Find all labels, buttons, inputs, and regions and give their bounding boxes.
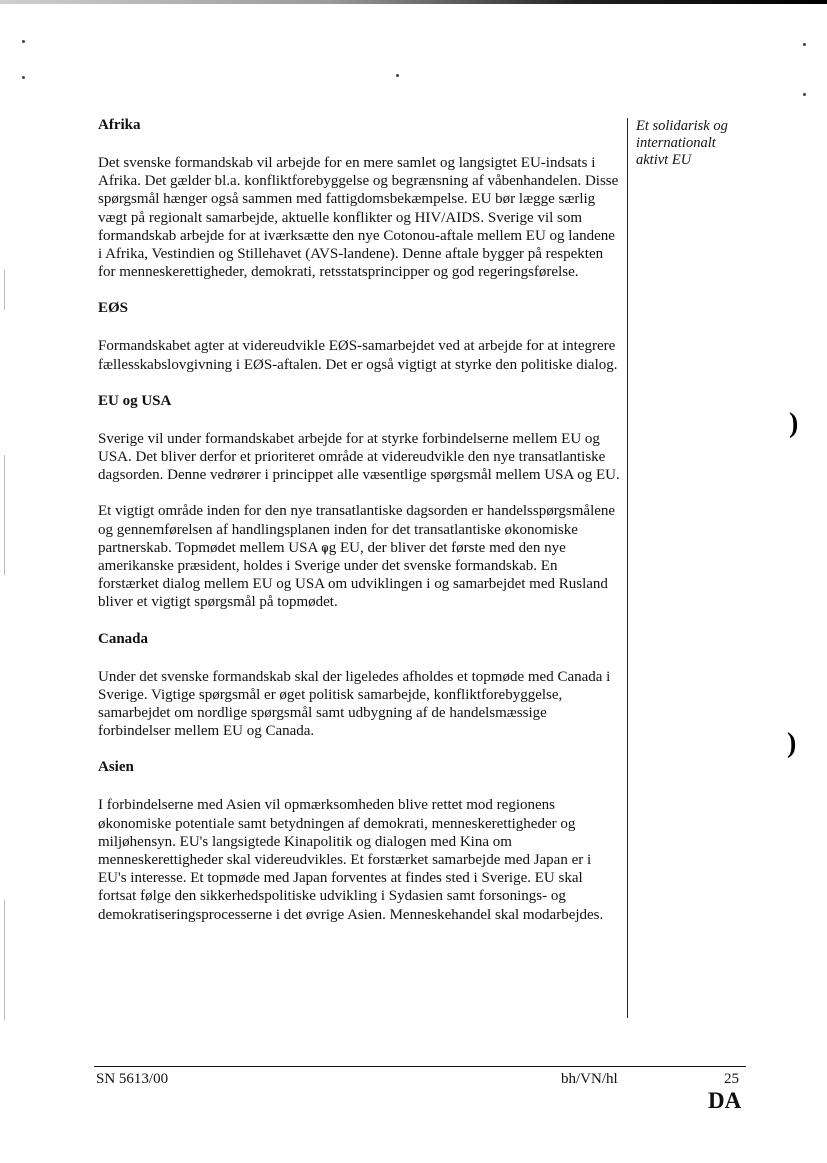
scan-edge-line xyxy=(4,270,5,310)
page-number: 25 xyxy=(724,1071,739,1087)
section-heading: Canada xyxy=(98,630,149,647)
paragraph: Formandskabet agter at videreudvikle EØS-samarbejdet ved at arbejde for at integrere fællesskabslovgivning i EØS-aftalen. Det er også vigtigt at styrke den politiske dialog. xyxy=(98,338,618,373)
section-asien xyxy=(98,758,620,923)
margin-note-line: Et solidarisk og xyxy=(636,118,728,134)
scan-speck xyxy=(396,74,399,77)
paragraph: Sverige vil under formandskabet arbejde for at styrke forbindelserne mellem EU og USA. Det bliver derfor et prioriteret område at videreudvikle den nye transatlantiske dagsorden. Denne vedrører i princippet alle væsentlige spørgsmål mellem USA og EU. xyxy=(98,430,620,484)
section-eu-usa xyxy=(98,392,620,612)
margin-note xyxy=(636,118,786,169)
scan-speck xyxy=(803,93,806,96)
scan-speck xyxy=(22,40,25,43)
section-heading: EØS xyxy=(98,300,129,317)
margin-note-line: internationalt xyxy=(636,135,716,151)
paragraph: Under det svenske formandskab skal der ligeledes afholdes et topmøde med Canada i Sverige. Vigtige spørgsmål er øget politisk samarbejde, konfliktforebyggelse, samarbejdet om nordlige spørgsmål samt udbygning af de handelsmæssige forbindelser mellem EU og Canada. xyxy=(98,668,611,740)
document-number: SN 5613/00 xyxy=(96,1071,169,1087)
binding-bracket-mark: ) xyxy=(787,728,797,759)
main-text-column xyxy=(98,116,620,942)
scan-edge-line xyxy=(4,455,5,575)
section-afrika xyxy=(98,116,620,281)
section-heading: Afrika xyxy=(98,117,141,133)
margin-note-line: aktivt EU xyxy=(636,152,692,168)
language-code: DA xyxy=(708,1088,742,1113)
scan-top-edge xyxy=(0,0,827,4)
section-heading: EU og USA xyxy=(98,392,172,409)
footer-divider xyxy=(94,1066,746,1067)
section-heading: Asien xyxy=(98,759,134,776)
margin-divider xyxy=(627,118,628,1018)
scan-edge-line xyxy=(4,900,5,1020)
paragraph: Det svenske formandskab vil arbejde for en mere samlet og langsigtet EU-indsats i Afrika. Det gælder bl.a. konfliktforebyggelse og begrænsning af våbenhandelen. Disse spørgsmål hænger også sammen med fattigdomsbekæmpelse. EU bør lægge særlig vægt på regionalt samarbejde, aktuelle konflikter og HIV/AIDS. Sverige vil som formandskab arbejde for at iværksætte den nye Cotonou-aftale mellem EU og landene i Afrika, Vestindien og Stillehavet (AVS-landene). Denne aftale bygger på respekten for menneskerettigheder, demokrati, retsstatsprincipper og god regeringsførelse. xyxy=(98,155,619,281)
section-canada xyxy=(98,630,620,741)
binding-bracket-mark: ) xyxy=(789,408,799,439)
section-eos xyxy=(98,299,620,373)
paragraph: Et vigtigt område inden for den nye transatlantiske dagsorden er handelsspørgsmålene og gennemførelsen af handlingsplanen inden for det transatlantiske økonomiske partnerskab. Topmødet mellem USA og EU, der bliver det første med den nye amerikanske præsident, holdes i Sverige under det svenske formandskab. En forstærket dialog mellem EU og USA om udviklingen i og samarbejdet med Rusland bliver et vigtigt spørgsmål på topmødet. xyxy=(98,503,616,611)
author-initials: bh/VN/hl xyxy=(561,1071,618,1087)
paragraph: I forbindelserne med Asien vil opmærksomheden blive rettet mod regionens økonomiske potentiale samt betydningen af demokrati, menneskerettigheder og miljøhensyn. EU's langsigtede Kinapolitik og dialogen med Kina om menneskerettigheder skal videreudvikles. Et forstærket samarbejde med Japan er i EU's interesse. Et topmøde med Japan forventes at findes sted i Sverige. EU skal fortsat følge den sikkerhedspolitiske udvikling i Sydasien samt forsonings- og demokratiseringsprocesserne i det øvrige Asien. Menneskehandel skal modarbejdes. xyxy=(98,797,604,923)
scan-speck xyxy=(803,43,806,46)
scan-speck xyxy=(22,76,25,79)
